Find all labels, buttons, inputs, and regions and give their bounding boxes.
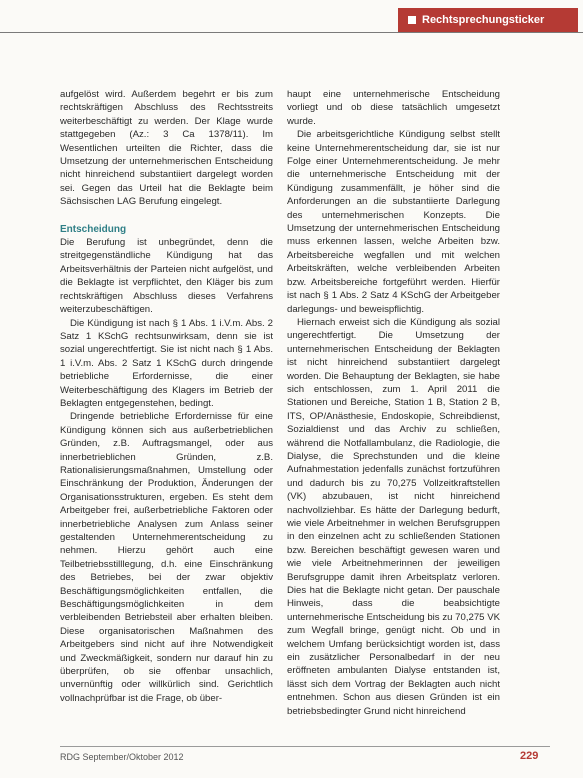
paragraph: Hiernach erweist sich die Kündigung als sozial ungerechtfertigt. Die Umsetzung der unternehmerischen Entscheidung der Beklagten ist nicht hinreichend substantiiert dargelegt worden. Die Behauptung der Beklagten, sie habe sich entschlossen, zum 1. April 2011 die Stationen und Bereiche, Station 1 B, Station 2 B, ITS, OP/Anästhesie, Endoskopie, Schreibdienst, Sozialdienst und das Archiv zu schließen, während die Notfallambulanz, die Radiologie, die Dialyse, die Sprechstunden und die kleine Aufnahmestation jedenfalls zunächst fortzuführen und dadurch bis zu 70,275 Vollzeitkraftstellen (VK) abzubauen, ist nicht hinreichend nachvollziehbar. Es hätte der Darlegung bedurft, wie viele Arbeitnehmer in welchen Berufsgruppen in den einzelnen acht zu schließenden Stationen bzw. Bereichen beschäftigt gewesen waren und wie viele Arbeitnehmerinnen der jeweiligen Berufsgruppe damit ihren Arbeitsplatz verloren. Dies hat die Beklagte nicht getan. Der pauschale Hinweis, dass die beabsichtigte unternehmerische Entscheidung bis zu 70,275 VK zum Wegfall bringe, genügt nicht. Ob und in welchem Umfang berücksichtigt worden ist, dass ein zusätzlicher Personalbedarf in der neu eröffneten ambulanten Dialyse entstanden ist, lässt sich dem Vortrag der Beklagten auch nicht entnehmen. Schon aus diesen Gründen ist ein betriebsbedingter Grund nicht hinreichend: [287, 316, 500, 717]
paragraph: haupt eine unternehmerische Entscheidung vorliegt und ob diese tatsächlich umgesetzt wurde.: [287, 89, 500, 127]
right-column: [287, 88, 500, 718]
footer-rule: [60, 746, 550, 747]
paragraph: Die arbeitsgerichtliche Kündigung selbst stellt keine Unternehmerentscheidung dar, sie ist nur Folge einer Unternehmerentscheidung. Je mehr die unternehmerische Entscheidung mit der Kündigung zusammenfällt, je höher sind die Anforderungen an die substantiierte Darlegung des unternehmerischen Konzepts. Die Umsetzung der unternehmerischen Entscheidung muss erkennen lassen, welche Arbeiten bzw. Arbeitsbereiche wegfallen und mit welchen Arbeitskräften, welche verbleibenden Arbeiten bzw. Arbeitsbereiche fortgeführt werden. Hierfür ist nach § 1 Abs. 2 Satz 4 KSchG der Arbeitgeber darlegungs- und beweispflichtig.: [287, 129, 500, 315]
paragraph: Die Berufung ist unbegründet, denn die streitgegenständliche Kündigung hat das Arbeitsverhältnis der Parteien nicht aufgelöst, und die Beklagte ist verpflichtet, den Kläger bis zum rechtskräftigen Abschluss dieses Verfahrens weiterzubeschäftigen.: [60, 237, 273, 316]
page-number: 229: [520, 750, 539, 762]
footer-issue: RDG September/Oktober 2012: [60, 752, 184, 762]
paragraph: Die Kündigung ist nach § 1 Abs. 1 i.V.m. Abs. 2 Satz 1 KSchG rechtsunwirksam, denn sie ist sozial ungerechtfertigt. Sie ist nicht nach § 1 Abs. 1 i.V.m. Abs. 2 Satz 1 KSchG durch dringende betriebliche Erfordernisse, die einer Weiterbeschäftigung des Klagers im Betrieb der Beklagten entgegenstehen, bedingt.: [60, 317, 273, 409]
section-banner: [398, 8, 578, 32]
paragraph: aufgelöst wird. Außerdem begehrt er bis zum rechtskräftigen Abschluss des Rechtsstreits weiterbeschäftigt zu werden. Der Klage wurde stattgegeben (Az.: 3 Ca 1378/11). Im Wesentlichen urteilten die Richter, dass die Umsetzung der unternehmerischen Entscheidung nicht hinreichend substantiiert dargelegt worden sei. Gegen das Urteil hat die Beklagte beim Sächsischen LAG Berufung eingelegt.: [60, 89, 273, 208]
header-rule: [0, 32, 583, 33]
left-column: [60, 88, 273, 705]
paragraph: Dringende betriebliche Erfordernisse für eine Kündigung können sich aus außerbetrieblichen Gründen, z.B. Auftragsmangel, oder aus innerbetrieblichen Gründen, z.B. Rationalisierungsmaßnahmen, Umstellung oder Einschränkung der Produktion, Änderungen der Organisationsstrukturen, ergeben. Es steht dem Arbeitgeber frei, außerbetriebliche Faktoren oder innerbetriebliche Analysen zum Anlass seiner gestaltenden Unternehmerentscheidung zu nehmen. Hierzu gehört auch eine Teilbetriebsstilllegung, d.h. eine Einschränkung des Betriebes, bei der zwar objektiv Beschäftigungsmöglichkeiten entfallen, die Beschäftigungsmöglichkeiten in dem verbleibenden Betriebsteil aber erhalten bleiben. Diese organisatorischen Maßnahmen des Arbeitgebers sind nicht auf ihre Notwendigkeit und Zweckmäßigkeit, sondern nur darauf hin zu überprüfen, ob sie offenbar unsachlich, unvernünftig oder willkürlich sind. Gerichtlich vollnachprüfbar ist die Frage, ob über-: [60, 411, 273, 704]
section-label: Rechtsprechungsticker: [422, 14, 545, 26]
section-heading: Entscheidung: [60, 223, 127, 235]
square-icon: [408, 16, 416, 24]
